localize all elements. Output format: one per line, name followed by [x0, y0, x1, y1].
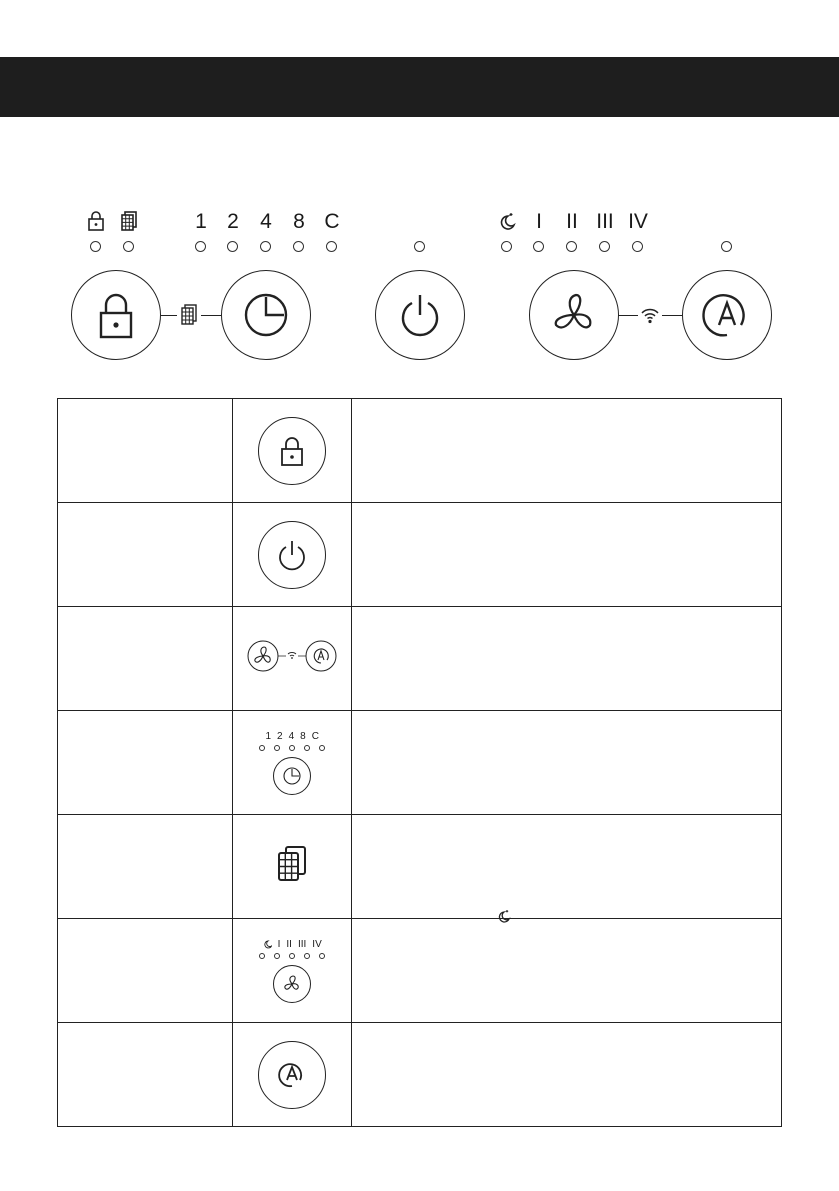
table-row [58, 815, 782, 919]
row-description [352, 399, 782, 503]
filter-led [123, 241, 134, 252]
sleep-led [501, 241, 512, 252]
mini-timer-leds [259, 745, 325, 751]
row-name [58, 607, 233, 711]
mini-sleep-icon [263, 939, 272, 950]
timer-label-1: 1 [195, 210, 207, 233]
table-row [58, 1023, 782, 1127]
row-name [58, 1023, 233, 1127]
row-name [58, 815, 233, 919]
function-table [57, 398, 782, 1127]
mini-speed-labels: I II III IV [259, 939, 325, 950]
auto-button[interactable] [682, 270, 772, 360]
row-description [352, 919, 782, 1023]
row-description [352, 711, 782, 815]
mini-speed-leds [259, 953, 325, 959]
row-description [352, 503, 782, 607]
mini-timer-button [273, 757, 311, 795]
timer-led-c [326, 241, 337, 252]
table-row [58, 711, 782, 815]
speed-led-2 [566, 241, 577, 252]
table-row [58, 503, 782, 607]
lock-icon [72, 271, 160, 359]
fan-button[interactable] [529, 270, 619, 360]
power-button-icon [258, 521, 326, 589]
row-name [58, 399, 233, 503]
wifi-icon [638, 303, 662, 327]
timer-led-4 [260, 241, 271, 252]
mini-fan-button [273, 965, 311, 1003]
timer-panel-icon [259, 731, 325, 795]
speed-label-1: I [536, 210, 542, 233]
speed-led-3 [599, 241, 610, 252]
lock-button[interactable] [71, 270, 161, 360]
fan-auto-wifi-combo-icon [246, 639, 338, 673]
auto-led [721, 241, 732, 252]
auto-mode-icon [683, 271, 771, 359]
sleep-moon-icon [492, 210, 522, 238]
power-icon [376, 271, 464, 359]
filter-icon [275, 844, 309, 884]
lock-led [90, 241, 101, 252]
speed-led-4 [632, 241, 643, 252]
row-description [352, 607, 782, 711]
speed-label-3: III [596, 210, 614, 233]
mini-timer-labels: 1 2 4 8 C [265, 730, 319, 742]
timer-icon [222, 271, 310, 359]
timer-label-4: 4 [260, 210, 272, 233]
row-name [58, 919, 233, 1023]
timer-label-c: C [324, 210, 340, 233]
filter-icon [177, 303, 201, 327]
timer-label-2: 2 [227, 210, 239, 233]
fan-speed-panel-icon [259, 939, 325, 1003]
header-bar [0, 57, 839, 117]
control-panel-diagram [0, 200, 839, 360]
row-description [352, 815, 782, 919]
timer-led-2 [227, 241, 238, 252]
power-led [414, 241, 425, 252]
timer-button[interactable] [221, 270, 311, 360]
table-row [58, 607, 782, 711]
row-name [58, 711, 233, 815]
timer-led-1 [195, 241, 206, 252]
speed-label-4: IV [628, 210, 648, 233]
row-name [58, 503, 233, 607]
filter-indicator-icon [114, 210, 144, 238]
row-description [352, 1023, 782, 1127]
power-button[interactable] [375, 270, 465, 360]
lock-button-icon [258, 417, 326, 485]
speed-led-1 [533, 241, 544, 252]
auto-button-icon [258, 1041, 326, 1109]
sleep-moon-icon [352, 909, 781, 929]
speed-label-2: II [566, 210, 578, 233]
lock-indicator-icon [81, 210, 111, 238]
table-row [58, 919, 782, 1023]
timer-led-8 [293, 241, 304, 252]
fan-icon [530, 271, 618, 359]
table-row [58, 399, 782, 503]
timer-label-8: 8 [293, 210, 305, 233]
